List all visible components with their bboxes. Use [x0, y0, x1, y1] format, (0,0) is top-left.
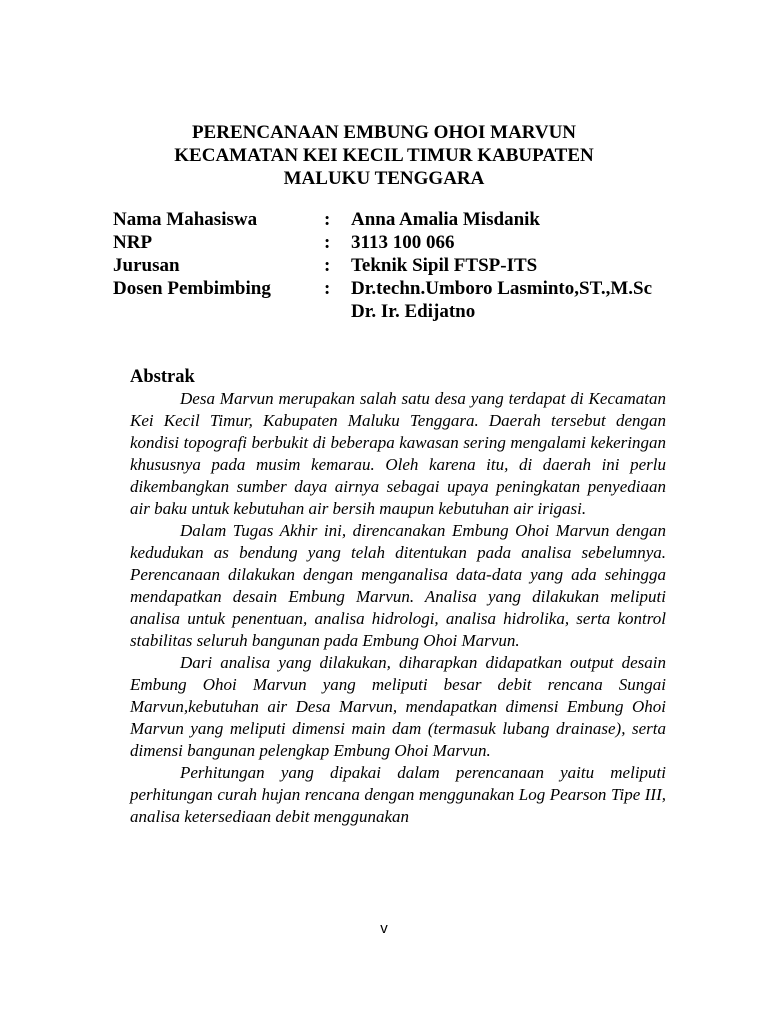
abstract-paragraph: Dari analisa yang dilakukan, diharapkan didapatkan output desain Embung Ohoi Marvun yang meliputi besar debit rencana Sungai Marvun,kebutuhan air Desa Marvun, mendapatkan dimensi Embung Ohoi Marvun yang meliputi dimensi main dam (termasuk lubang drainase), serta dimensi bangunan pelengkap Embung Ohoi Marvun. [130, 653, 666, 760]
abstract-heading: Abstrak [130, 367, 195, 387]
title-line-3: MALUKU TENGGARA [283, 168, 485, 189]
abstract-paragraph: Dalam Tugas Akhir ini, direncanakan Embung Ohoi Marvun dengan kedudukan as bendung yang telah ditentukan pada analisa sebelumnya. Perencanaan dilakukan dengan menganalisa data-data yang ada sehingga mendapatkan desain Embung Marvun. Analisa yang dilakukan meliputi analisa untuk penentuan, analisa hidrologi, analisa hidrolika, serta kontrol stabilitas seluruh bangunan pada Embung Ohoi Marvun. [130, 521, 666, 650]
page-number: v [380, 920, 388, 937]
abstract-paragraph: Desa Marvun merupakan salah satu desa yang terdapat di Kecamatan Kei Kecil Timur, Kabupaten Maluku Tenggara. Daerah tersebut dengan kondisi topografi berbukit di beberapa kawasan sering mengalami kekeringan khususnya pada musim kemarau. Oleh karena itu, di daerah ini perlu dikembangkan sumber daya airnya sebagai upaya peningkatan penyediaan air baku untuk kebutuhan air bersih maupun kebutuhan air irigasi. [130, 389, 666, 518]
info-value: Dr. Ir. Edijatno [351, 301, 476, 322]
info-value: Dr.techn.Umboro Lasminto,ST.,M.Sc [351, 278, 653, 299]
info-value: 3113 100 066 [351, 232, 455, 253]
info-value: Anna Amalia Misdanik [351, 209, 540, 230]
abstract-section [130, 366, 666, 828]
info-label: NRP [113, 232, 153, 253]
info-label: Nama Mahasiswa [113, 209, 258, 230]
info-label: Jurusan [113, 255, 180, 276]
info-value: Teknik Sipil FTSP-ITS [351, 255, 538, 276]
info-separator: : [324, 232, 331, 253]
title-line-1: PERENCANAAN EMBUNG OHOI MARVUN [191, 122, 577, 143]
info-separator: : [324, 209, 331, 230]
info-label: Dosen Pembimbing [113, 278, 271, 299]
title-line-2: KECAMATAN KEI KECIL TIMUR KABUPATEN [174, 145, 594, 166]
abstract-paragraph: Perhitungan yang dipakai dalam perencanaan yaitu meliputi perhitungan curah hujan rencana dengan menggunakan Log Pearson Tipe III, analisa ketersediaan debit menggunakan [130, 763, 666, 826]
document-title [0, 121, 768, 190]
info-separator: : [324, 278, 331, 299]
info-separator: : [324, 255, 331, 276]
